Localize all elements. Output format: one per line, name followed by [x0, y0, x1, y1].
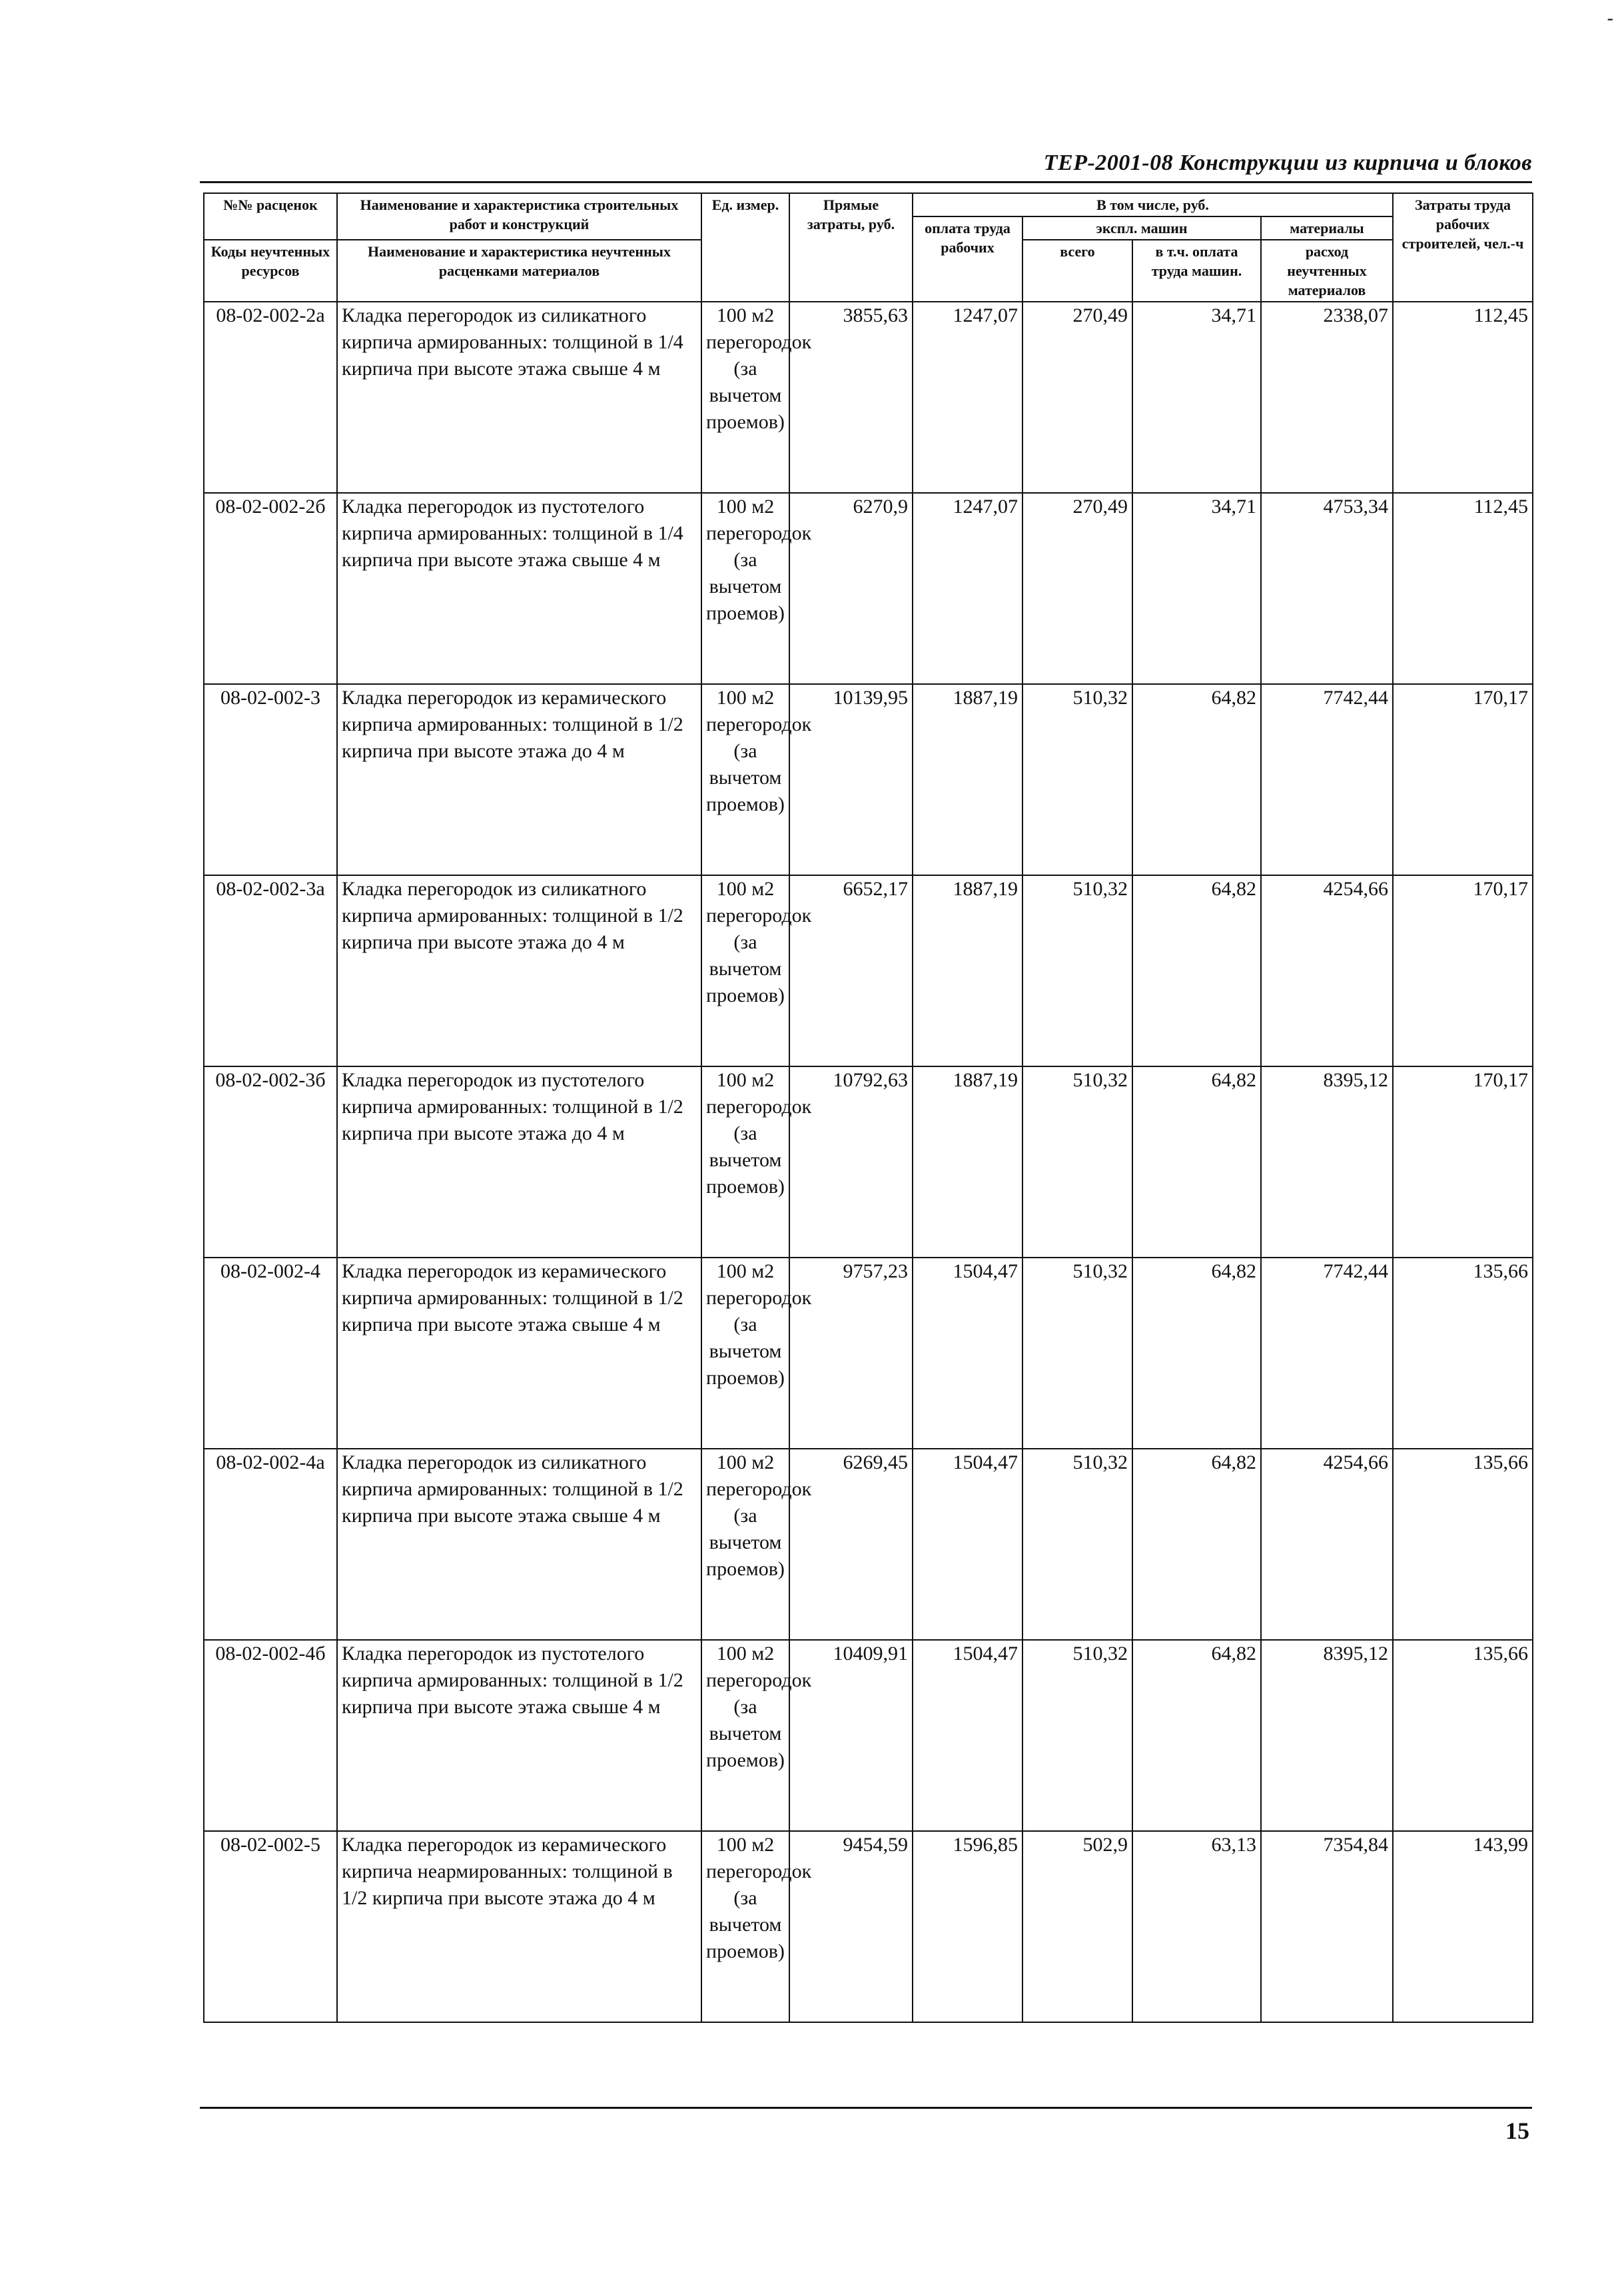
rate-mach-total: 510,32	[1022, 684, 1132, 875]
rate-name: Кладка перегородок из пустотелого кирпича армированных: толщиной в 1/2 кирпича при высоте этажа свыше 4 м	[337, 1640, 701, 1831]
table-row	[204, 684, 1533, 875]
rate-materials: 4254,66	[1261, 1449, 1393, 1640]
rate-labor: 170,17	[1393, 684, 1533, 875]
rate-code: 08-02-002-2б	[204, 493, 337, 684]
table-row	[204, 1640, 1533, 1831]
rate-mach-total: 510,32	[1022, 875, 1132, 1066]
table-row	[204, 1449, 1533, 1640]
rate-direct: 6269,45	[789, 1449, 913, 1640]
table-row	[204, 1831, 1533, 2022]
rate-materials: 4753,34	[1261, 493, 1393, 684]
footer-rule	[200, 2107, 1532, 2109]
rate-mach-total: 510,32	[1022, 1640, 1132, 1831]
rate-direct: 9454,59	[789, 1831, 913, 2022]
rate-mach-labor: 64,82	[1132, 1640, 1261, 1831]
rates-table	[203, 192, 1533, 2023]
rate-unit: 100 м2 перегородок (за вычетом проемов)	[701, 684, 789, 875]
rate-unit: 100 м2 перегородок (за вычетом проемов)	[701, 1640, 789, 1831]
rate-materials: 7742,44	[1261, 684, 1393, 875]
rate-mach-labor: 34,71	[1132, 493, 1261, 684]
col-labor-cost: Затраты труда рабочих строителей, чел.-ч	[1393, 193, 1533, 302]
col-incl: В том числе, руб.	[913, 193, 1393, 216]
col-materials-expense: расход неучтенных материалов	[1261, 240, 1393, 302]
rate-materials: 8395,12	[1261, 1066, 1393, 1258]
rate-direct: 10792,63	[789, 1066, 913, 1258]
rate-code: 08-02-002-3	[204, 684, 337, 875]
rate-labor: 170,17	[1393, 1066, 1533, 1258]
rate-code: 08-02-002-5	[204, 1831, 337, 2022]
rate-mach-labor: 64,82	[1132, 1066, 1261, 1258]
rate-labor: 112,45	[1393, 493, 1533, 684]
rate-unit: 100 м2 перегородок (за вычетом проемов)	[701, 1831, 789, 2022]
rate-labor: 135,66	[1393, 1449, 1533, 1640]
table-row	[204, 302, 1533, 493]
rate-unit: 100 м2 перегородок (за вычетом проемов)	[701, 1066, 789, 1258]
rate-direct: 3855,63	[789, 302, 913, 493]
rate-labor: 135,66	[1393, 1258, 1533, 1449]
rate-code: 08-02-002-3а	[204, 875, 337, 1066]
rate-direct: 6270,9	[789, 493, 913, 684]
rate-code: 08-02-002-3б	[204, 1066, 337, 1258]
page-header: ТЕР-2001-08 Конструкции из кирпича и блоков	[1043, 151, 1532, 175]
col-machines-labor: в т.ч. оплата труда машин.	[1132, 240, 1261, 302]
rate-name: Кладка перегородок из пустотелого кирпича армированных: толщиной в 1/4 кирпича при высоте этажа свыше 4 м	[337, 493, 701, 684]
rate-name: Кладка перегородок из керамического кирпича армированных: толщиной в 1/2 кирпича при высоте этажа до 4 м	[337, 684, 701, 875]
rate-name: Кладка перегородок из керамического кирпича неармированных: толщиной в 1/2 кирпича при высоте этажа до 4 м	[337, 1831, 701, 2022]
table-row	[204, 493, 1533, 684]
rate-direct: 10409,91	[789, 1640, 913, 1831]
header-rule	[200, 181, 1532, 183]
col-name-top: Наименование и характеристика строительных работ и конструкций	[337, 193, 701, 240]
rate-materials: 8395,12	[1261, 1640, 1393, 1831]
col-direct: Прямые затраты, руб.	[789, 193, 913, 302]
col-unit: Ед. измер.	[701, 193, 789, 302]
rate-name: Кладка перегородок из силикатного кирпича армированных: толщиной в 1/2 кирпича при высоте этажа до 4 м	[337, 875, 701, 1066]
rate-materials: 7742,44	[1261, 1258, 1393, 1449]
rate-direct: 6652,17	[789, 875, 913, 1066]
rate-labor-pay: 1887,19	[913, 875, 1022, 1066]
rate-mach-total: 510,32	[1022, 1258, 1132, 1449]
col-name-bottom: Наименование и характеристика неучтенных расценками материалов	[337, 240, 701, 302]
rate-mach-total: 510,32	[1022, 1066, 1132, 1258]
col-materials: материалы	[1261, 216, 1393, 240]
rate-labor-pay: 1504,47	[913, 1449, 1022, 1640]
rate-name: Кладка перегородок из силикатного кирпича армированных: толщиной в 1/2 кирпича при высоте этажа свыше 4 м	[337, 1449, 701, 1640]
rate-mach-total: 270,49	[1022, 302, 1132, 493]
rate-labor-pay: 1596,85	[913, 1831, 1022, 2022]
rate-mach-total: 502,9	[1022, 1831, 1132, 2022]
rate-labor-pay: 1887,19	[913, 1066, 1022, 1258]
rate-name: Кладка перегородок из керамического кирпича армированных: толщиной в 1/2 кирпича при высоте этажа свыше 4 м	[337, 1258, 701, 1449]
rate-mach-labor: 64,82	[1132, 875, 1261, 1066]
page-number: 15	[1505, 2117, 1529, 2144]
rate-labor: 135,66	[1393, 1640, 1533, 1831]
rate-mach-total: 510,32	[1022, 1449, 1132, 1640]
rate-code: 08-02-002-2а	[204, 302, 337, 493]
rate-name: Кладка перегородок из пустотелого кирпича армированных: толщиной в 1/2 кирпича при высоте этажа до 4 м	[337, 1066, 701, 1258]
rate-labor: 143,99	[1393, 1831, 1533, 2022]
rate-mach-labor: 64,82	[1132, 1449, 1261, 1640]
table-row	[204, 1258, 1533, 1449]
rate-code: 08-02-002-4а	[204, 1449, 337, 1640]
rate-unit: 100 м2 перегородок (за вычетом проемов)	[701, 1258, 789, 1449]
rate-mach-labor: 64,82	[1132, 684, 1261, 875]
table-row	[204, 1066, 1533, 1258]
rate-mach-labor: 64,82	[1132, 1258, 1261, 1449]
rate-unit: 100 м2 перегородок (за вычетом проемов)	[701, 493, 789, 684]
rate-code: 08-02-002-4б	[204, 1640, 337, 1831]
rate-code: 08-02-002-4	[204, 1258, 337, 1449]
rate-mach-labor: 34,71	[1132, 302, 1261, 493]
rate-unit: 100 м2 перегородок (за вычетом проемов)	[701, 302, 789, 493]
rate-labor: 112,45	[1393, 302, 1533, 493]
col-code-top: №№ расценок	[204, 193, 337, 240]
rate-materials: 4254,66	[1261, 875, 1393, 1066]
table-row	[204, 875, 1533, 1066]
col-labor-pay: оплата труда рабочих	[913, 216, 1022, 302]
rate-mach-labor: 63,13	[1132, 1831, 1261, 2022]
rate-unit: 100 м2 перегородок (за вычетом проемов)	[701, 875, 789, 1066]
rate-labor: 170,17	[1393, 875, 1533, 1066]
col-machines: экспл. машин	[1022, 216, 1261, 240]
rate-unit: 100 м2 перегородок (за вычетом проемов)	[701, 1449, 789, 1640]
rate-mach-total: 270,49	[1022, 493, 1132, 684]
col-machines-total: всего	[1022, 240, 1132, 302]
scan-mark: -	[1607, 8, 1613, 29]
rate-labor-pay: 1504,47	[913, 1640, 1022, 1831]
rate-materials: 2338,07	[1261, 302, 1393, 493]
rate-name: Кладка перегородок из силикатного кирпича армированных: толщиной в 1/4 кирпича при высоте этажа свыше 4 м	[337, 302, 701, 493]
rate-labor-pay: 1504,47	[913, 1258, 1022, 1449]
rate-materials: 7354,84	[1261, 1831, 1393, 2022]
col-code-bottom: Коды неучтенных ресурсов	[204, 240, 337, 302]
rate-labor-pay: 1247,07	[913, 493, 1022, 684]
rate-labor-pay: 1247,07	[913, 302, 1022, 493]
rate-direct: 9757,23	[789, 1258, 913, 1449]
rate-labor-pay: 1887,19	[913, 684, 1022, 875]
rate-direct: 10139,95	[789, 684, 913, 875]
